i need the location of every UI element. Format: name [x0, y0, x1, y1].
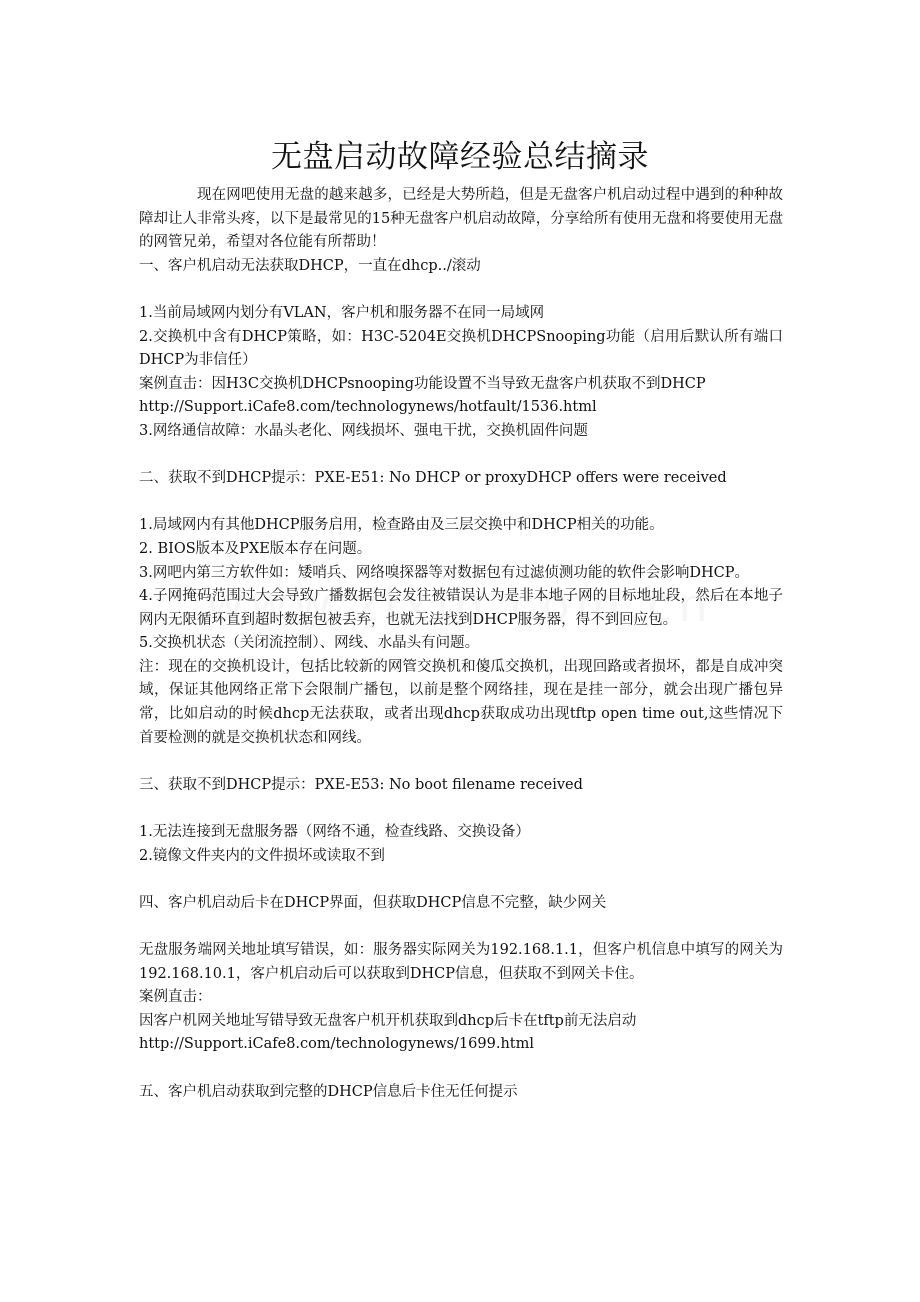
list-item: 1.无法连接到无盘服务器（网络不通，检查线路、交换设备）: [139, 824, 530, 841]
list-item: 5.交换机状态（关闭流控制）、网线、水晶头有问题。: [139, 635, 480, 652]
list-item: 4.子网掩码范围过大会导致广播数据包会发往被错误认为是非本地子网的目标地址段，然后在本地子网内无限循环直到超时数据包被丢弃，也就无法找到DHCP服务器，得不到回应包。: [139, 588, 783, 628]
list-item: 1.当前局域网内划分有VLAN，客户机和服务器不在同一局域网: [139, 304, 545, 321]
case-note: 案例直击：因H3C交换机DHCPsnooping功能设置不当导致无盘客户机获取不到DHCP: [139, 375, 706, 392]
spacer: [139, 797, 783, 821]
reference-link[interactable]: http://Support.iCafe8.com/technologynews/hotfault/1536.html: [139, 399, 597, 416]
section-heading-1: 一、客户机启动无法获取DHCP，一直在dhcp../滚动: [139, 257, 481, 274]
reference-link[interactable]: http://Support.iCafe8.com/technologynews/1699.html: [139, 1036, 535, 1053]
spacer: [139, 868, 783, 892]
intro-paragraph: 现在网吧使用无盘的越来越多，已经是大势所趋，但是无盘客户机启动过程中遇到的种种故障却让人非常头疼，以下是最常见的15种无盘客户机启动故障，分享给所有使用无盘和将要使用无盘的网管兄弟，希望对各位能有所帮助！: [139, 187, 783, 251]
list-item: 2.镜像文件夹内的文件损坏或读取不到: [139, 847, 385, 864]
list-item: 3.网络通信故障：水晶头老化、网线损坏、强电干扰，交换机固件问题: [139, 422, 588, 439]
section-heading-4: 四、客户机启动后卡在DHCP界面，但获取DHCP信息不完整，缺少网关: [139, 894, 607, 911]
section-heading-3: 三、获取不到DHCP提示：PXE-E53: No boot filename received: [139, 776, 583, 793]
section-heading-5: 五、客户机启动获取到完整的DHCP信息后卡住无任何提示: [139, 1083, 518, 1100]
list-item: 2.交换机中含有DHCP策略，如：H3C-5204E交换机DHCPSnooping功能（启用后默认所有端口DHCP为非信任）: [139, 328, 783, 369]
section-heading-2: 二、获取不到DHCP提示：PXE-E51: No DHCP or proxyDHCP offers were received: [139, 470, 727, 487]
spacer: [139, 1057, 783, 1081]
case-note: 案例直击：: [139, 989, 212, 1006]
document-body: [139, 184, 783, 1104]
spacer: [139, 278, 783, 302]
spacer: [139, 444, 783, 468]
list-item: 3.网吧内第三方软件如：矮哨兵、网络嗅探器等对数据包有过滤侦测功能的软件会影响DHCP。: [139, 564, 749, 581]
spacer: [139, 750, 783, 774]
case-note: 因客户机网关地址写错导致无盘客户机开机获取到dhcp后卡在tftp前无法启动: [139, 1012, 637, 1029]
list-item: 1.局域网内有其他DHCP服务启用，检查路由及三层交换中和DHCP相关的功能。: [139, 517, 664, 534]
spacer: [139, 915, 783, 939]
note-paragraph: 注：现在的交换机设计，包括比较新的网管交换机和傻瓜交换机，出现回路或者损坏，都是自成冲突域，保证其他网络正常下会限制广播包，以前是整个网络挂，现在是挂一部分，就会出现广播包异常，比如启动的时候dhcp无法获取，或者出现dhcp获取成功出现tftp open time out,这些情况下首要检测的就是交换机状态和网线。: [139, 658, 783, 746]
spacer: [139, 491, 783, 515]
list-item: 无盘服务端网关地址填写错误，如：服务器实际网关为192.168.1.1，但客户机信息中填写的网关为192.168.10.1，客户机启动后可以获取到DHCP信息，但获取不到网关卡住。: [139, 942, 783, 982]
document-title: 无盘启动故障经验总结摘录: [271, 138, 649, 175]
list-item: 2. BIOS版本及PXE版本存在问题。: [139, 540, 372, 557]
